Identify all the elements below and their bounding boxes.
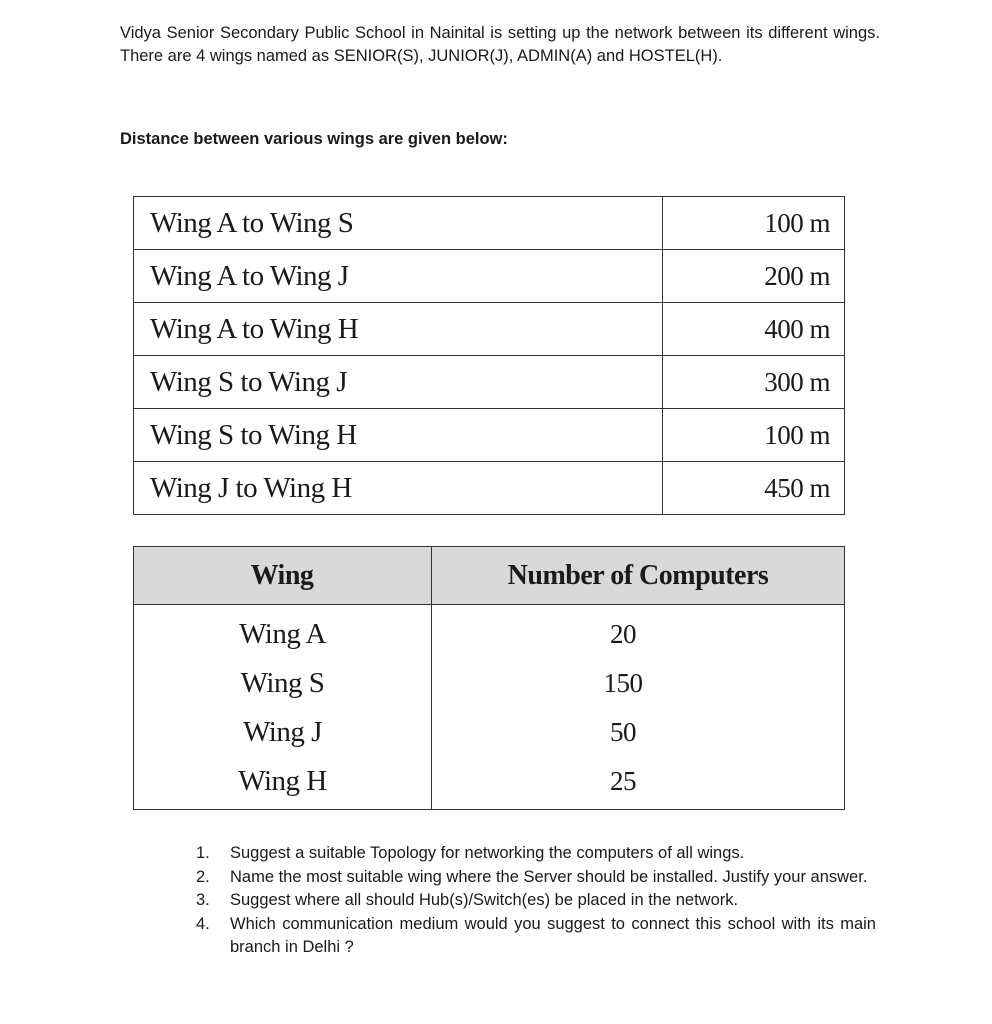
question-number: 3. <box>196 891 210 909</box>
wing-cell: Wing J <box>134 708 432 757</box>
table-row <box>134 462 845 515</box>
count-cell: 25 <box>610 766 636 796</box>
computers-table <box>133 546 845 810</box>
table-row <box>134 409 845 462</box>
distance-cell: 200 m <box>663 250 845 303</box>
distance-table <box>133 196 845 515</box>
table-row <box>134 197 845 250</box>
route-cell: Wing A to Wing S <box>134 197 663 250</box>
distance-cell: 300 m <box>663 356 845 409</box>
question-text: Suggest where all should Hub(s)/Switch(es) be placed in the network. <box>230 891 739 909</box>
table-row <box>134 250 845 303</box>
header-number-of-computers: Number of Computers <box>432 547 845 605</box>
distance-cell: 400 m <box>663 303 845 356</box>
list-item <box>196 842 876 866</box>
distance-heading: Distance between various wings are given below: <box>120 130 508 148</box>
question-text: Which communication medium would you suggest to connect this school with its main branch in Delhi ? <box>230 914 876 956</box>
list-item <box>196 913 876 960</box>
table-row <box>134 659 845 708</box>
table-header-row <box>134 547 845 605</box>
count-cell: 20 <box>610 619 636 649</box>
table-row <box>134 303 845 356</box>
list-item <box>196 889 876 913</box>
route-cell: Wing S to Wing J <box>134 356 663 409</box>
question-number: 1. <box>196 844 210 862</box>
header-wing: Wing <box>134 547 432 605</box>
wing-cell: Wing A <box>134 605 432 660</box>
distance-cell: 450 m <box>663 462 845 515</box>
count-cell: 50 <box>610 717 636 747</box>
table-row <box>134 605 845 660</box>
distance-cell: 100 m <box>663 197 845 250</box>
table-row <box>134 356 845 409</box>
question-list <box>196 842 876 960</box>
count-cell: 150 <box>603 668 643 698</box>
table-row <box>134 708 845 757</box>
route-cell: Wing A to Wing J <box>134 250 663 303</box>
wing-cell: Wing S <box>134 659 432 708</box>
intro-paragraph: Vidya Senior Secondary Public School in Nainital is setting up the network between its different wings. There are 4 wings named as SENIOR(S), JUNIOR(J), ADMIN(A) and HOSTEL(H). <box>120 24 880 65</box>
distance-cell: 100 m <box>663 409 845 462</box>
table-row <box>134 757 845 810</box>
question-number: 4. <box>196 914 210 933</box>
route-cell: Wing A to Wing H <box>134 303 663 356</box>
question-text: Name the most suitable wing where the Server should be installed. Justify your answer. <box>230 867 868 886</box>
wing-cell: Wing H <box>134 757 432 810</box>
question-number: 2. <box>196 867 210 886</box>
route-cell: Wing J to Wing H <box>134 462 663 515</box>
question-text: Suggest a suitable Topology for networking the computers of all wings. <box>230 844 745 862</box>
list-item <box>196 866 876 890</box>
route-cell: Wing S to Wing H <box>134 409 663 462</box>
